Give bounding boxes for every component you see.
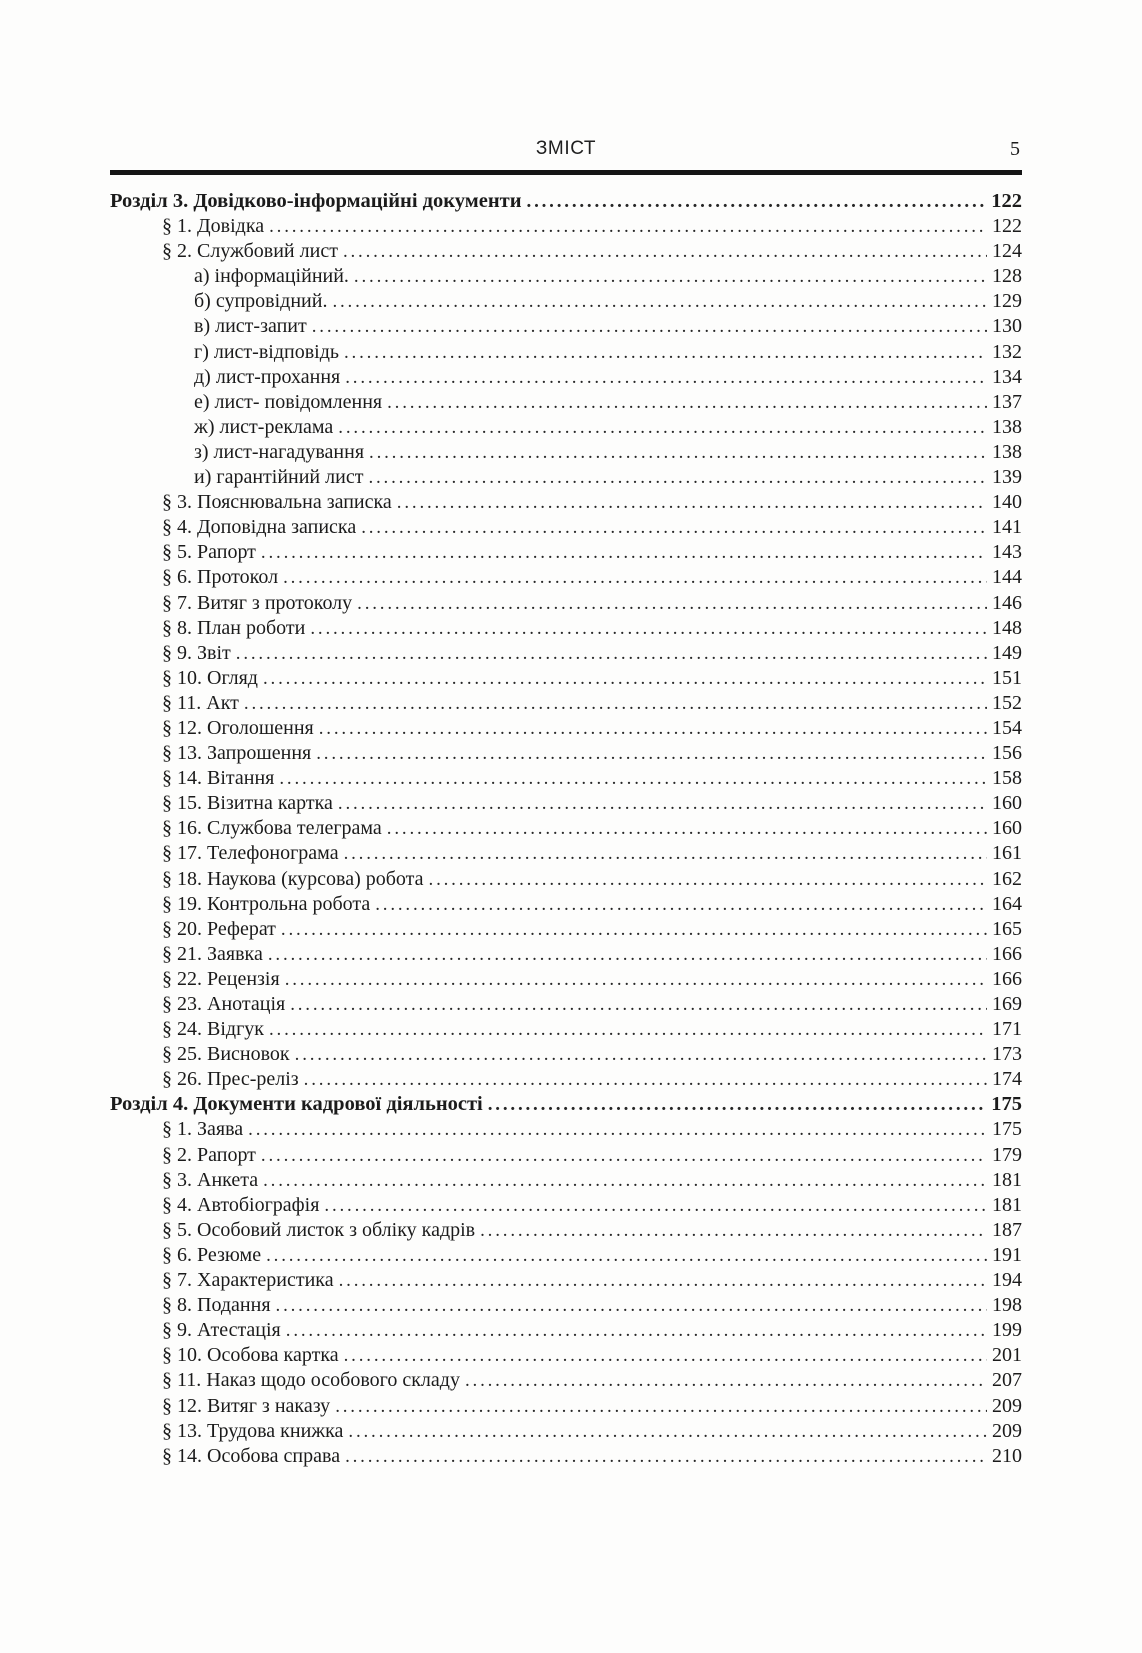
toc-entry <box>110 1318 1022 1343</box>
toc-entry-label: е) лист- повідомлення <box>194 390 383 413</box>
toc-entry-page: 129 <box>992 290 1022 313</box>
toc-entry-label: § 19. Контрольна робота <box>162 892 371 915</box>
toc-entry-page: 132 <box>992 340 1022 363</box>
toc-entry <box>110 766 1022 791</box>
toc-entry-page: 122 <box>991 190 1022 212</box>
toc-leader-dots <box>266 1243 987 1268</box>
toc-entry-page: 149 <box>992 641 1022 664</box>
toc-entry-page: 152 <box>992 691 1022 714</box>
header-rule <box>110 170 1022 175</box>
toc-entry-page: 124 <box>992 240 1022 263</box>
toc-entry-label: § 7. Витяг з протоколу <box>162 591 353 614</box>
toc-leader-dots <box>295 1042 987 1067</box>
toc-entry-page: 171 <box>992 1018 1022 1041</box>
toc-entry-label: § 4. Автобіографія <box>162 1193 320 1216</box>
toc-entry-label: § 24. Відгук <box>162 1018 264 1041</box>
toc-entry-page: 137 <box>992 390 1022 413</box>
toc-entry <box>110 1343 1022 1368</box>
toc-leader-dots <box>338 415 987 440</box>
toc-entry <box>110 1243 1022 1268</box>
toc-entry-label: § 7. Характеристика <box>162 1269 334 1292</box>
toc-entry-label: § 16. Службова телеграма <box>162 817 382 840</box>
toc-leader-dots <box>281 917 987 942</box>
toc-entry <box>110 616 1022 641</box>
toc-entry-label: § 5. Особовий листок з обліку кадрів <box>162 1218 476 1241</box>
toc-entry-page: 201 <box>992 1344 1022 1367</box>
toc-leader-dots <box>344 340 987 365</box>
toc-entry <box>110 1293 1022 1318</box>
toc-entry-label: Розділ 4. Документи кадрової діяльності <box>110 1093 483 1116</box>
toc-entry-page: 139 <box>992 466 1022 489</box>
toc-entry-label: § 18. Наукова (курсова) робота <box>162 867 424 890</box>
toc-entry-page: 158 <box>992 767 1022 790</box>
toc-entry <box>110 1268 1022 1293</box>
toc-entry-label: § 14. Особова справа <box>162 1444 341 1467</box>
toc-entry-page: 162 <box>992 867 1022 890</box>
toc-entry <box>110 1092 1022 1117</box>
toc-entry <box>110 791 1022 816</box>
toc-entry <box>110 1368 1022 1393</box>
toc-entry-page: 199 <box>992 1319 1022 1342</box>
toc-entry-label: § 11. Акт <box>162 691 239 714</box>
toc-leader-dots <box>261 1143 987 1168</box>
toc-entry <box>110 1143 1022 1168</box>
toc-leader-dots <box>319 716 987 741</box>
toc-leader-dots <box>290 992 987 1017</box>
toc-entry <box>110 440 1022 465</box>
toc-entry <box>110 1042 1022 1067</box>
toc-leader-dots <box>343 239 987 264</box>
toc-entry-page: 166 <box>992 942 1022 965</box>
page-number: 5 <box>1010 138 1020 160</box>
toc-entry-label: § 13. Трудова книжка <box>162 1419 344 1442</box>
toc-leader-dots <box>316 741 987 766</box>
toc-entry <box>110 264 1022 289</box>
toc-leader-dots <box>244 691 987 716</box>
toc-leader-dots <box>268 942 987 967</box>
toc-leader-dots <box>312 314 987 339</box>
toc-entry-page: 175 <box>991 1093 1022 1116</box>
toc-entry-page: 148 <box>992 616 1022 639</box>
toc-entry <box>110 515 1022 540</box>
toc-leader-dots <box>387 816 987 841</box>
toc-leader-dots <box>397 490 987 515</box>
toc-entry-page: 151 <box>992 666 1022 689</box>
toc-entry-page: 138 <box>992 415 1022 438</box>
toc-leader-dots <box>269 214 987 239</box>
toc-leader-dots <box>332 289 987 314</box>
toc-entry-label: § 20. Реферат <box>162 917 276 940</box>
toc-entry-label: § 14. Вітання <box>162 767 275 790</box>
toc-entry-label: § 6. Резюме <box>162 1243 262 1266</box>
toc-entry-label: ж) лист-реклама <box>194 415 334 438</box>
toc-entry-label: § 2. Службовий лист <box>162 240 338 263</box>
toc-entry-label: в) лист-запит <box>194 315 307 338</box>
toc-leader-dots <box>488 1092 987 1117</box>
toc-entry-label: § 25. Висновок <box>162 1043 290 1066</box>
toc-entry-label: § 21. Заявка <box>162 942 263 965</box>
toc-entry-page: 144 <box>992 566 1022 589</box>
toc-entry <box>110 816 1022 841</box>
toc-entry-page: 191 <box>992 1243 1022 1266</box>
toc-leader-dots <box>344 1343 987 1368</box>
toc-entry-page: 128 <box>992 265 1022 288</box>
toc-entry-page: 169 <box>992 993 1022 1015</box>
toc-entry-label: § 8. Подання <box>162 1294 271 1317</box>
toc-leader-dots <box>335 1394 987 1419</box>
toc-entry <box>110 1117 1022 1142</box>
toc-entry <box>110 691 1022 716</box>
toc-entry-page: 146 <box>992 591 1022 614</box>
toc-leader-dots <box>283 565 987 590</box>
toc-entry <box>110 1419 1022 1444</box>
toc-leader-dots <box>354 264 987 289</box>
toc-entry-label: д) лист-прохання <box>194 365 341 388</box>
toc-entry-label: § 3. Анкета <box>162 1168 259 1191</box>
toc-entry-page: 174 <box>992 1068 1022 1091</box>
toc-entry-label: § 17. Телефонограма <box>162 842 339 865</box>
toc-entry-page: 134 <box>992 365 1022 388</box>
toc-entry <box>110 1444 1022 1469</box>
toc-entry <box>110 1067 1022 1092</box>
toc-entry-label: а) інформаційний. <box>194 265 349 288</box>
toc-leader-dots <box>465 1368 987 1393</box>
toc-entry <box>110 540 1022 565</box>
toc-leader-dots <box>480 1218 987 1243</box>
toc-leader-dots <box>345 1444 987 1469</box>
toc-entry-page: 179 <box>992 1143 1022 1166</box>
toc-leader-dots <box>269 1017 987 1042</box>
running-head <box>110 138 1022 164</box>
toc-entry <box>110 992 1022 1017</box>
toc-entry <box>110 741 1022 766</box>
toc-entry-page: 161 <box>992 842 1022 865</box>
toc-leader-dots <box>375 892 987 917</box>
toc-entry-page: 160 <box>992 792 1022 815</box>
toc-entry-label: § 11. Наказ щодо особового складу <box>162 1369 460 1392</box>
toc-entry <box>110 565 1022 590</box>
toc-entry-page: 166 <box>992 967 1022 990</box>
toc-entry <box>110 314 1022 339</box>
toc-entry-label: Розділ 3. Довідково-інформаційні документи <box>110 190 522 212</box>
toc-entry-label: § 22. Рецензія <box>162 967 280 990</box>
toc-leader-dots <box>304 1067 987 1092</box>
toc-entry <box>110 415 1022 440</box>
toc-leader-dots <box>276 1293 987 1318</box>
toc-entry-label: § 5. Рапорт <box>162 541 256 564</box>
toc-entry-label: § 12. Оголошення <box>162 716 314 739</box>
toc-leader-dots <box>310 616 987 641</box>
toc-leader-dots <box>368 465 987 490</box>
toc-entry-label: § 15. Візитна картка <box>162 792 333 815</box>
toc-leader-dots <box>338 791 987 816</box>
toc-leader-dots <box>263 1168 987 1193</box>
toc-entry <box>110 892 1022 917</box>
toc-entry-page: 209 <box>992 1419 1022 1442</box>
toc-leader-dots <box>348 1419 987 1444</box>
toc-entry-page: 173 <box>992 1043 1022 1066</box>
toc-entry <box>110 465 1022 490</box>
toc-entry-label: § 1. Довідка <box>162 215 265 238</box>
toc-entry-page: 210 <box>992 1444 1022 1467</box>
toc-entry-page: 154 <box>992 716 1022 739</box>
toc-entry <box>110 1394 1022 1419</box>
toc-entry-label: б) супровідний. <box>194 290 328 313</box>
toc-entry-label: § 26. Прес-реліз <box>162 1068 299 1091</box>
toc-leader-dots <box>261 540 987 565</box>
toc-entry-label: § 10. Огляд <box>162 666 258 689</box>
toc-entry-page: 187 <box>992 1218 1022 1241</box>
toc-entry-label: § 23. Анотація <box>162 993 286 1015</box>
toc-entry <box>110 289 1022 314</box>
toc-entry <box>110 490 1022 515</box>
toc-entry <box>110 1218 1022 1243</box>
toc-leader-dots <box>279 766 987 791</box>
toc-entry-label: § 4. Доповідна записка <box>162 516 357 539</box>
toc-entry-label: § 1. Заява <box>162 1118 244 1141</box>
toc-entry-label: и) гарантійний лист <box>194 466 364 489</box>
toc-entry <box>110 390 1022 415</box>
toc-entry-page: 122 <box>992 215 1022 238</box>
toc-entry <box>110 189 1022 214</box>
toc-entry-page: 198 <box>992 1294 1022 1317</box>
toc-entry-label: § 12. Витяг з наказу <box>162 1394 331 1417</box>
toc-leader-dots <box>527 189 987 214</box>
toc-entry <box>110 365 1022 390</box>
toc-entry <box>110 917 1022 942</box>
toc-entry <box>110 666 1022 691</box>
toc-leader-dots <box>344 841 987 866</box>
toc-leader-dots <box>248 1117 987 1142</box>
toc-entry-page: 130 <box>992 315 1022 338</box>
toc-entry-page: 156 <box>992 742 1022 765</box>
toc-entry-label: § 8. План роботи <box>162 616 306 639</box>
page-title: ЗМІСТ <box>535 138 597 159</box>
toc-entry-page: 194 <box>992 1269 1022 1292</box>
toc-entry-page: 141 <box>992 516 1022 539</box>
toc-entry-label: § 3. Пояснювальна записка <box>162 491 392 514</box>
toc-entry <box>110 214 1022 239</box>
toc-leader-dots <box>339 1268 987 1293</box>
toc-entry <box>110 591 1022 616</box>
toc-entry-page: 160 <box>992 817 1022 840</box>
toc-entry <box>110 841 1022 866</box>
toc-entry <box>110 239 1022 264</box>
toc-leader-dots <box>357 591 987 616</box>
toc-entry <box>110 967 1022 992</box>
toc-entry-label: § 6. Протокол <box>162 566 279 589</box>
toc-entry-page: 140 <box>992 491 1022 514</box>
toc-leader-dots <box>361 515 987 540</box>
toc-entry-page: 175 <box>992 1118 1022 1141</box>
toc-entry-page: 209 <box>992 1394 1022 1417</box>
toc-entry <box>110 716 1022 741</box>
toc-leader-dots <box>429 867 987 892</box>
toc-entry-label: § 9. Атестація <box>162 1319 281 1342</box>
toc-entry-page: 143 <box>992 541 1022 564</box>
toc-leader-dots <box>236 641 987 666</box>
toc-entry <box>110 1017 1022 1042</box>
toc-entry <box>110 641 1022 666</box>
toc-entry-label: § 13. Запрошення <box>162 742 312 765</box>
toc-leader-dots <box>345 365 987 390</box>
toc-leader-dots <box>324 1193 987 1218</box>
toc-entry-label: § 2. Рапорт <box>162 1143 256 1166</box>
toc-entry <box>110 1168 1022 1193</box>
toc-entry <box>110 340 1022 365</box>
toc-leader-dots <box>263 666 987 691</box>
toc-leader-dots <box>285 967 987 992</box>
toc-entry-label: з) лист-нагадування <box>194 440 365 463</box>
toc-entry-page: 207 <box>992 1369 1022 1392</box>
toc-entry-page: 165 <box>992 917 1022 940</box>
toc-leader-dots <box>387 390 987 415</box>
toc-leader-dots <box>286 1318 987 1343</box>
table-of-contents <box>110 189 1022 1469</box>
toc-entry <box>110 942 1022 967</box>
toc-entry-label: § 9. Звіт <box>162 641 231 664</box>
toc-entry-page: 138 <box>992 440 1022 463</box>
toc-entry-page: 164 <box>992 892 1022 915</box>
toc-entry-label: г) лист-відповідь <box>194 340 339 363</box>
toc-entry-label: § 10. Особова картка <box>162 1344 339 1367</box>
toc-entry-page: 181 <box>992 1168 1022 1191</box>
toc-entry-page: 181 <box>992 1193 1022 1216</box>
toc-entry <box>110 867 1022 892</box>
toc-leader-dots <box>369 440 987 465</box>
toc-entry <box>110 1193 1022 1218</box>
